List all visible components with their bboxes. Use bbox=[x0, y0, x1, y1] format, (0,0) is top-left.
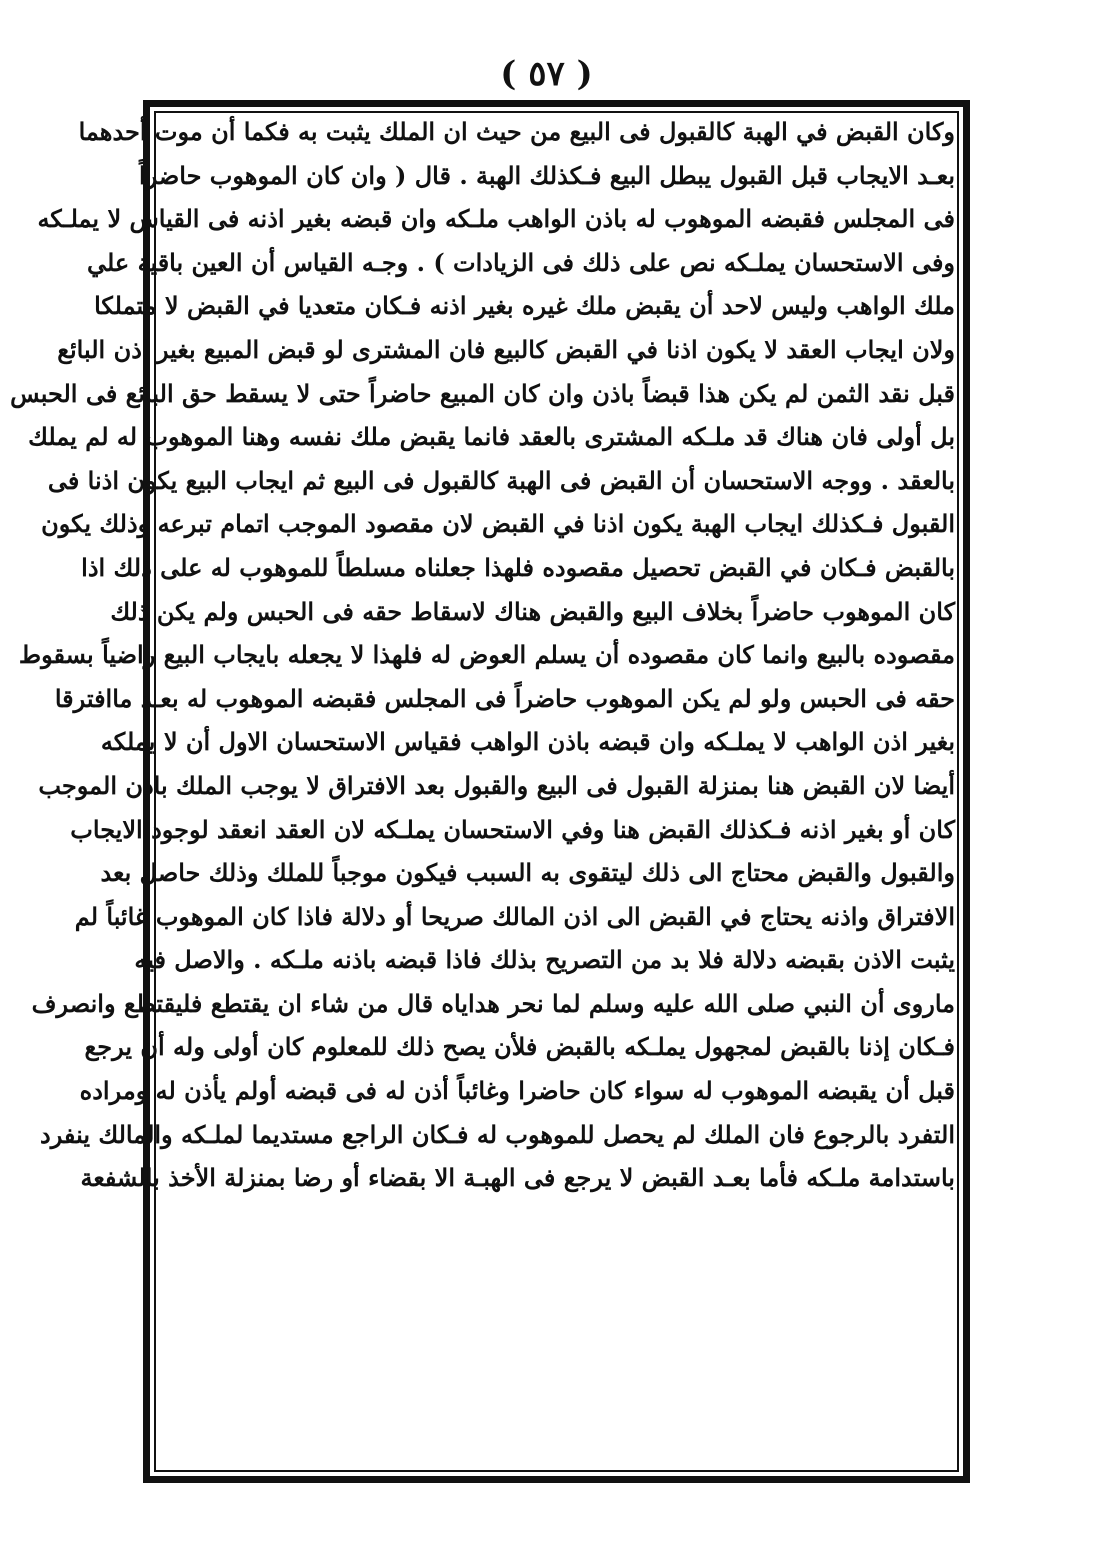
text-line: مقصوده بالبيع وانما كان مقصوده أن يسلم العوض له فلهذا لا يجعله بايجاب البيع راضياً بسقوط bbox=[18, 640, 955, 670]
text-body bbox=[10, 110, 963, 1470]
text-line: والقبول والقبض محتاج الى ذلك ليتقوى به السبب فيكون موجباً للملك وذلك حاصل بعد bbox=[100, 858, 955, 888]
text-line: التفرد بالرجوع فان الملك لم يحصل للموهوب له فـكان الراجع مستديما لملـكه والمالك ينفرد bbox=[40, 1119, 955, 1149]
text-line: بالقبض فـكان في القبض تحصيل مقصوده فلهذا جعلناه مسلطاً للموهوب له على ذلك اذا bbox=[81, 552, 955, 582]
text-line: وكان القبض في الهبة كالقبول فى البيع من حيث ان الملك يثبت به فكما أن موت أحدهما bbox=[78, 117, 955, 146]
text-line: قبل أن يقبضه الموهوب له سواء كان حاضرا وغائباً أذن له فى قبضه أولم يأذن له ومراده bbox=[79, 1076, 955, 1106]
page-number: ( ٥٧ ) bbox=[500, 54, 593, 94]
text-line: أيضا لان القبض هنا بمنزلة القبول فى البيع والقبول بعد الافتراق لا يوجب الملك باذن الموجب bbox=[38, 770, 955, 800]
text-line: بعـد الايجاب قبل القبول يبطل البيع فـكذلك الهبة . قال ( وان كان الموهوب حاضراً bbox=[139, 160, 955, 190]
text-line: كان الموهوب حاضراً بخلاف البيع والقبض هناك لاسقاط حقه فى الحبس ولم يكن ذلك bbox=[110, 596, 955, 626]
text-line: ماروى أن النبي صلى الله عليه وسلم لما نحر هداياه قال من شاء ان يقتطع فليقتطع وانصرف bbox=[31, 988, 955, 1018]
text-line: باستدامة ملـكه فأما بعـد القبض لا يرجع فى الهبـة الا بقضاء أو رضا بمنزلة الأخذ بالشفعة bbox=[80, 1163, 955, 1193]
text-line: يثبت الاذن بقبضه دلالة فلا بد من التصريح بذلك فاذا قبضه باذنه ملـكه . والاصل فيه bbox=[134, 945, 955, 975]
text-line: حقه فى الحبس ولو لم يكن الموهوب حاضراً فى المجلس فقبضه الموهوب له بعـد ماافترقا bbox=[54, 683, 955, 713]
text-line: القبول فـكذلك ايجاب الهبة يكون اذنا في القبض لان مقصود الموجب اتمام تبرعه وذلك يكون bbox=[41, 509, 955, 539]
text-line: بالعقد . ووجه الاستحسان أن القبض فى الهبة كالقبول فى البيع ثم ايجاب البيع يكون اذنا فى bbox=[47, 465, 955, 495]
text-line: بغير اذن الواهب لا يملـكه وان قبضه باذن الواهب فقياس الاستحسان الاول أن لا يملكه bbox=[100, 727, 955, 757]
text-line: ولان ايجاب العقد لا يكون اذنا في القبض كالبيع فان المشترى لو قبض المبيع بغير اذن البائع bbox=[57, 334, 955, 364]
text-line: وفى الاستحسان يملـكه نص على ذلك فى الزيادات ) . وجـه القياس أن العين باقية علي bbox=[86, 247, 955, 277]
text-line: فـكان إذنا بالقبض لمجهول يملـكه بالقبض فلأن يصح ذلك للمعلوم كان أولى وله أن يرجع bbox=[84, 1032, 955, 1062]
text-line: ملك الواهب وليس لاحد أن يقبض ملك غيره بغير اذنه فـكان متعديا في القبض لا متملكا bbox=[94, 291, 955, 321]
text-line: بل أولى فان هناك قد ملـكه المشترى بالعقد فانما يقبض ملك نفسه وهنا الموهوب له لم يملك bbox=[28, 422, 955, 452]
text-line: كان أو بغير اذنه فـكذلك القبض هنا وفي الاستحسان يملـكه لان العقد انعقد لوجود الايجاب bbox=[70, 814, 955, 844]
text-line: قبل نقد الثمن لم يكن هذا قبضاً باذن وان كان المبيع حاضراً حتى لا يسقط حق البائع فى الحبس bbox=[10, 378, 955, 408]
text-line: الافتراق واذنه يحتاج في القبض الى اذن المالك صريحا أو دلالة فاذا كان الموهوب غائباً لم bbox=[74, 901, 955, 931]
text-line: فى المجلس فقبضه الموهوب له باذن الواهب ملـكه وان قبضه بغير اذنه فى القياس لا يملـكه bbox=[37, 204, 955, 234]
